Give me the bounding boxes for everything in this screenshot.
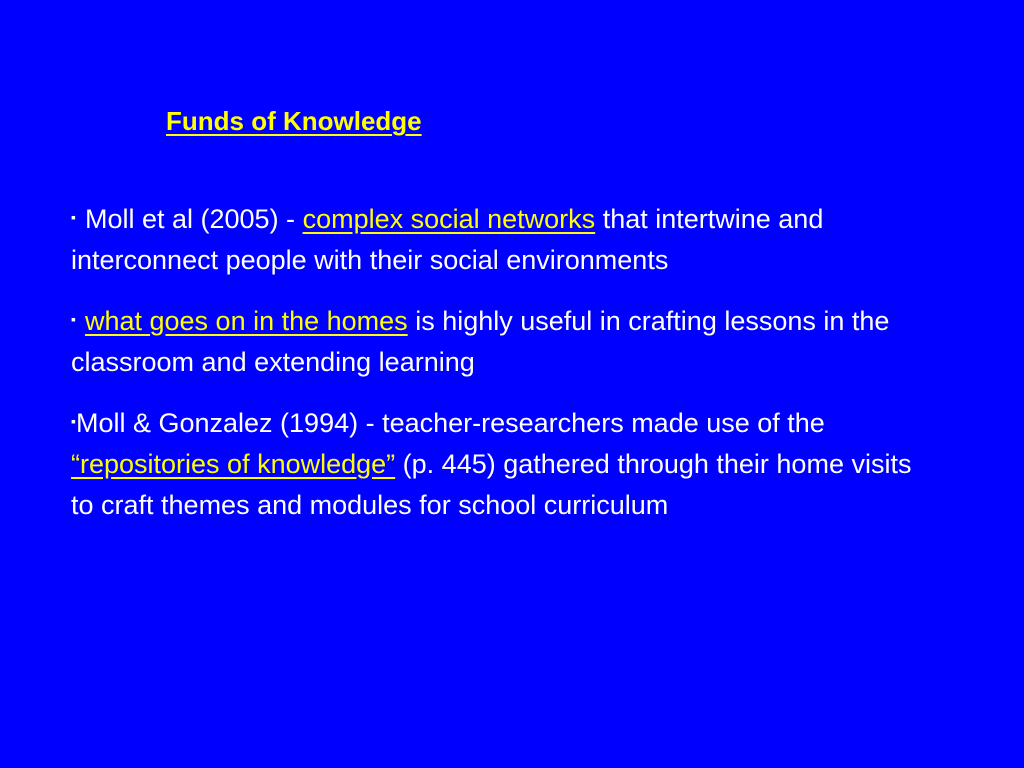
- bullet-text-continued: that intertwine and interconnect people with their social environments: [71, 204, 824, 275]
- bullet-item-homes: [71, 299, 931, 383]
- bullet-highlight: “repositories of knowledge”: [71, 449, 396, 479]
- bullet-item-moll-2005: [71, 197, 931, 281]
- bullet-text-continued: is highly useful in crafting lessons in the classroom and extending learning: [71, 306, 890, 377]
- bullet-list: [71, 197, 931, 526]
- bullet-highlight: complex social networks: [302, 204, 596, 234]
- square-bullet-icon: ▪: [71, 413, 76, 429]
- square-bullet-icon: ▪: [71, 311, 76, 327]
- square-bullet-icon: ▪: [71, 209, 76, 225]
- bullet-text: Moll et al (2005) -: [84, 204, 303, 234]
- bullet-highlight: what goes on in the homes: [84, 306, 408, 336]
- slide-title: Funds of Knowledge: [166, 106, 422, 136]
- bullet-text: Moll & Gonzalez (1994) - teacher-researchers made use of the: [75, 408, 825, 438]
- bullet-text-continued: (p. 445) gathered through their home visits to craft themes and modules for school curriculum: [71, 449, 912, 520]
- bullet-item-moll-gonzalez-1994: [71, 401, 931, 526]
